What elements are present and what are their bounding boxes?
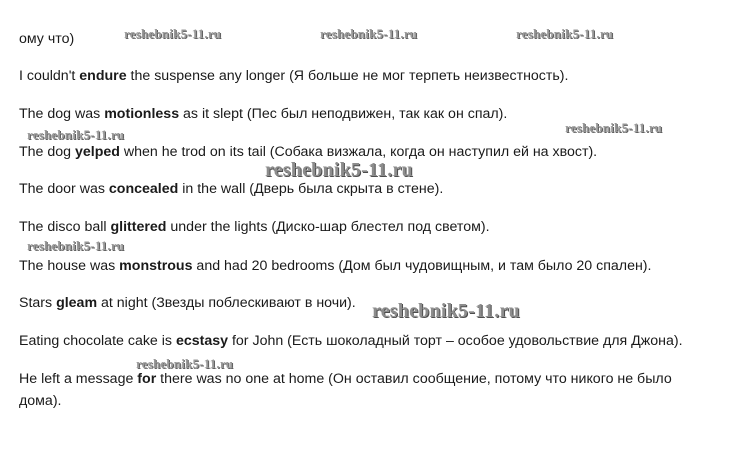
keyword: ecstasy bbox=[175, 333, 229, 349]
watermark: reshebnik5-11.ru bbox=[320, 26, 418, 41]
sentence-1: I couldn't endure the suspense any longer (Я больше не мог терпеть неизвестность). bbox=[19, 68, 569, 84]
watermark: reshebnik5-11.ru bbox=[27, 238, 125, 253]
sentence-6: The house was monstrous and had 20 bedrooms (Дом был чудовищным, и там было 20 спален). bbox=[19, 258, 652, 274]
keyword: motionless bbox=[104, 106, 180, 122]
sentence-4: The door was concealed in the wall (Дверь была скрыта в стене). bbox=[19, 181, 444, 197]
sentence-7: Stars gleam at night (Звезды поблескивают в ночи). bbox=[19, 295, 356, 311]
sentence-9-continuation: дома). bbox=[19, 393, 62, 409]
watermark: reshebnik5-11.ru bbox=[516, 26, 614, 41]
watermark: reshebnik5-11.ru bbox=[136, 356, 234, 371]
keyword: yelped bbox=[75, 144, 120, 160]
watermark: reshebnik5-11.ru bbox=[372, 300, 520, 322]
watermark: reshebnik5-11.ru bbox=[265, 159, 413, 181]
keyword: monstrous bbox=[119, 258, 193, 274]
sentence-9: He left a message for there was no one at home (Он оставил сообщение, потому что никого не было bbox=[19, 371, 672, 387]
watermark: reshebnik5-11.ru bbox=[124, 26, 222, 41]
sentence-2: The dog was motionless as it slept (Пес был неподвижен, так как он спал). bbox=[19, 106, 508, 122]
sentence-3: The dog yelped when he trod on its tail (Собака визжала, когда он наступил ей на хвост). bbox=[19, 144, 598, 160]
keyword: glittered bbox=[110, 219, 167, 235]
watermark: reshebnik5-11.ru bbox=[565, 120, 663, 135]
top-fragment: ому что) bbox=[19, 31, 75, 47]
sentence-5: The disco ball glittered under the lights (Диско-шар блестел под светом). bbox=[19, 219, 490, 235]
keyword: concealed bbox=[108, 181, 179, 197]
keyword: for bbox=[137, 371, 157, 387]
watermark: reshebnik5-11.ru bbox=[27, 127, 125, 142]
keyword: endure bbox=[79, 68, 127, 84]
sentence-8: Eating chocolate cake is ecstasy for John (Есть шоколадный торт – особое удовольствие для Джона). bbox=[19, 333, 683, 349]
keyword: gleam bbox=[56, 295, 98, 311]
